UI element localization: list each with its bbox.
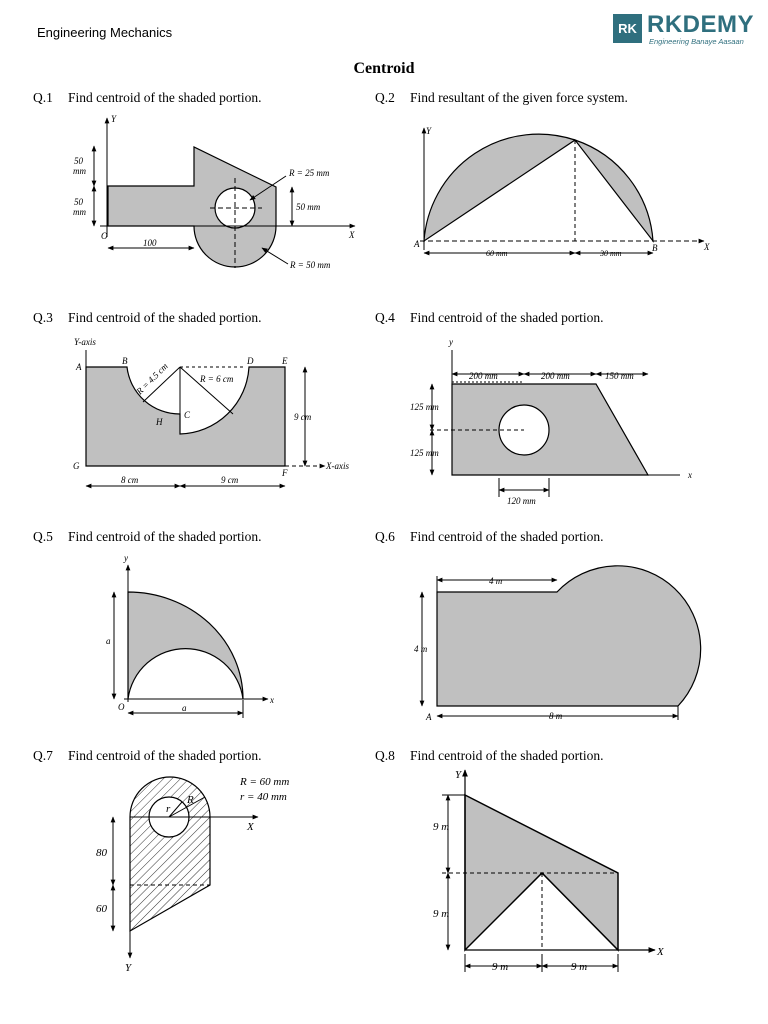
question-text: Find centroid of the shaded portion. xyxy=(68,529,262,544)
q3-x-label: X-axis xyxy=(326,461,349,471)
q8-9a-label: 9 m xyxy=(433,821,450,833)
q4-x-label: x xyxy=(688,470,692,480)
q5-x-label: x xyxy=(270,695,274,705)
q6-side-label: 4 m xyxy=(414,644,428,654)
q3-r45-label: R = 4.5 cm xyxy=(134,361,170,397)
q1-x-label: X xyxy=(349,230,355,240)
q3-9cm-h-label: 9 cm xyxy=(221,475,239,485)
subject-header: Engineering Mechanics xyxy=(37,25,173,40)
q3-g-label: G xyxy=(73,461,80,471)
q1-dim-50-bottom-label: 50 xyxy=(74,197,83,207)
q8-x-label: X xyxy=(657,946,664,958)
q1-mm-label: mm xyxy=(73,166,86,176)
q8-9b-label: 9 m xyxy=(433,908,450,920)
q7-x-label: X xyxy=(247,821,254,833)
q3-c-label: C xyxy=(184,410,191,420)
q1-r50-label: R = 50 mm xyxy=(290,260,331,270)
q7-60-label: 60 xyxy=(96,903,107,915)
q1-50mm-label: 50 mm xyxy=(296,202,321,212)
q4-125b-label: 125 mm xyxy=(410,448,439,458)
q3-9cm-v-label: 9 cm xyxy=(294,412,312,422)
q3-8cm-label: 8 cm xyxy=(121,475,139,485)
q5-a-side-label: a xyxy=(106,636,111,646)
q8-9d-label: 9 m xyxy=(571,961,588,973)
q7-r-label: r xyxy=(166,803,171,815)
q1-mm-label: mm xyxy=(73,207,86,217)
q7-r-small-label: r = 40 mm xyxy=(240,791,287,803)
q3-f-label: F xyxy=(282,468,288,478)
q3-a-label: A xyxy=(76,362,82,372)
q4-120-label: 120 mm xyxy=(507,496,536,506)
q4-200b-label: 200 mm xyxy=(541,371,570,381)
q2-dim-60-label: 60 mm xyxy=(486,249,508,258)
q7-r-big-label: R = 60 mm xyxy=(240,776,290,788)
q3-b-label: B xyxy=(122,356,128,366)
q1-r25-label: R = 25 mm xyxy=(289,168,330,178)
question-text: Find centroid of the shaded portion. xyxy=(410,748,604,763)
q4-125a-label: 125 mm xyxy=(410,402,439,412)
question-text: Find resultant of the given force system. xyxy=(410,90,628,105)
q3-y-label: Y-axis xyxy=(74,337,96,347)
q1-dim-100-label: 100 xyxy=(143,238,157,248)
q1-y-label: Y xyxy=(111,114,117,124)
q6-base-label: 8 m xyxy=(549,711,563,721)
question-text: Find centroid of the shaded portion. xyxy=(410,310,604,325)
q4-200a-label: 200 mm xyxy=(469,371,498,381)
q7-R-label: R xyxy=(187,794,194,806)
q2-y-label: Y xyxy=(426,126,432,136)
q8-9c-label: 9 m xyxy=(492,961,509,973)
question-text: Find centroid of the shaded portion. xyxy=(68,748,262,763)
q3-r6-label: R = 6 cm xyxy=(200,374,234,384)
logo-mark: RK xyxy=(613,14,642,43)
q1-origin-label: O xyxy=(101,231,108,241)
q2-a-label: A xyxy=(414,239,420,249)
question-text: Find centroid of the shaded portion. xyxy=(68,310,262,325)
q3-e-label: E xyxy=(282,356,288,366)
question-number: Q.5 xyxy=(33,529,53,544)
q5-a-base-label: a xyxy=(182,703,187,713)
question-number: Q.8 xyxy=(375,748,395,763)
q8-y-label: Y xyxy=(455,769,462,781)
question-text: Find centroid of the shaded portion. xyxy=(410,529,604,544)
q4-150-label: 150 mm xyxy=(605,371,634,381)
q5-y-label: y xyxy=(124,553,128,563)
question-number: Q.1 xyxy=(33,90,53,105)
q5-origin-label: O xyxy=(118,702,125,712)
q1-dim-50-top-label: 50 xyxy=(74,156,83,166)
question-number: Q.7 xyxy=(33,748,53,763)
q2-dim-30-label: 30 mm xyxy=(600,249,622,258)
q3-h-label: H xyxy=(156,417,163,427)
question-text: Find centroid of the shaded portion. xyxy=(68,90,262,105)
q2-b-label: B xyxy=(652,243,658,253)
page-title: Centroid xyxy=(353,60,415,77)
q2-x-label: X xyxy=(704,242,710,252)
q6-top-label: 4 m xyxy=(489,576,503,586)
q7-80-label: 80 xyxy=(96,847,107,859)
logo-name: RKDEMY xyxy=(647,11,755,38)
q4-y-label: y xyxy=(449,337,453,347)
logo-tagline: Engineering Banaye Aasaan xyxy=(649,37,744,46)
q7-y-label: Y xyxy=(125,962,132,974)
question-number: Q.2 xyxy=(375,90,395,105)
q3-d-label: D xyxy=(247,356,254,366)
question-number: Q.4 xyxy=(375,310,395,325)
question-number: Q.6 xyxy=(375,529,395,544)
q6-a-label: A xyxy=(426,712,432,722)
question-number: Q.3 xyxy=(33,310,53,325)
